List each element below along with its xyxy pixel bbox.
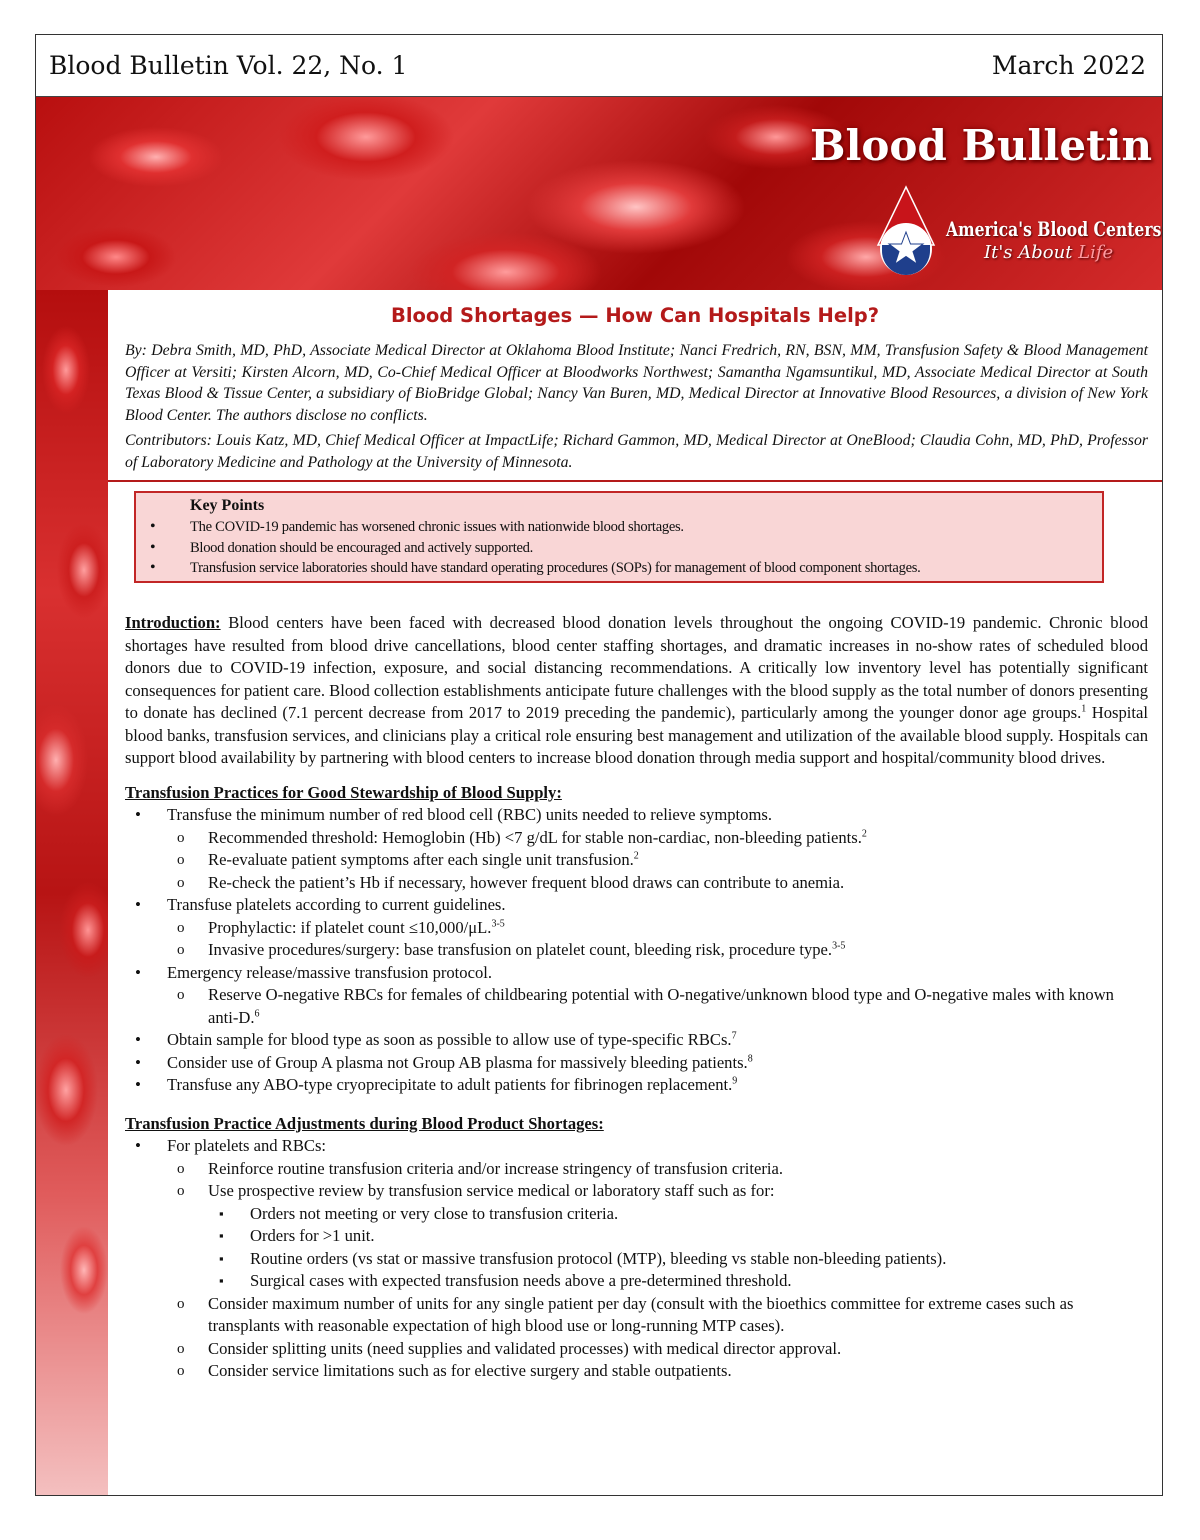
list-item-level-2 — [125, 1180, 1148, 1203]
list-item-level-3 — [125, 1225, 1148, 1248]
list-item-level-1 — [125, 1052, 1148, 1075]
abc-logo — [874, 185, 938, 281]
section-heading: Transfusion Practices for Good Stewardship of Blood Supply: — [125, 782, 562, 802]
list-item-level-3 — [125, 1270, 1148, 1293]
list-item-text: Consider maximum number of units for any single patient per day (consult with the bioethics committee for extreme cases such as transplants with reasonable expectation of high blood use or long-running MTP cases). — [208, 1293, 1074, 1335]
shortage-adjustments-section — [125, 1113, 1148, 1383]
list-item-text: Consider use of Group A plasma not Group AB plasma for massively bleeding patients. — [167, 1052, 748, 1072]
list-item-level-2 — [125, 872, 1148, 895]
article-byline — [125, 340, 1148, 477]
list-item-level-2 — [125, 1338, 1148, 1361]
list-item-level-2 — [125, 1360, 1148, 1383]
reference-marker: 9 — [732, 1075, 738, 1087]
issue-date: March 2022 — [991, 51, 1146, 80]
page-frame — [35, 34, 1163, 1496]
key-points-box — [134, 491, 1104, 583]
article-content — [108, 290, 1162, 1495]
reference-marker: 6 — [254, 1007, 260, 1019]
issue-label: Blood Bulletin Vol. 22, No. 1 — [49, 51, 408, 80]
list-item-level-2 — [125, 984, 1148, 1029]
list-item-level-1 — [125, 1135, 1148, 1158]
introduction-label: Introduction: — [125, 613, 221, 632]
introduction-paragraph — [125, 612, 1148, 770]
list-item-text: Consider splitting units (need supplies and validated processes) with medical director approval. — [208, 1338, 842, 1358]
key-point-item: • Transfusion service laboratories should have standard operating procedures (SOPs) for management of blood component shortages. — [150, 558, 1094, 579]
list-item-level-2 — [125, 917, 1148, 940]
introduction-text: Blood centers have been faced with decreased blood donation levels throughout the ongoing COVID-19 pandemic. Chronic blood shortages have resulted from blood drive cancellations, blood center staffing shortages, and dramatic increases in no-show rates of scheduled blood donors due to COVID-19 infection, exposure, and social distancing recommendations. A critically low inventory level has potentially significant consequences for patient care. Blood collection establishments anticipate future challenges with the blood supply as the total number of donors presenting to donate has declined (7.1 percent decrease from 2017 to 2019 preceding the pandemic), particularly among the younger donor age groups. — [125, 613, 1148, 722]
reference-marker: 3-5 — [832, 940, 846, 952]
key-points-heading: Key Points — [190, 497, 265, 514]
list-item-text: Reserve O-negative RBCs for females of childbearing potential with O-negative/unknown blood type and O-negative males with known anti-D. — [208, 985, 1114, 1027]
list-item-text: Use prospective review by transfusion service medical or laboratory staff such as for: — [208, 1181, 775, 1200]
list-item-text: Obtain sample for blood type as soon as possible to allow use of type-specific RBCs. — [167, 1030, 732, 1049]
list-item-level-1 — [125, 804, 1148, 827]
masthead-title: Blood Bulletin — [809, 121, 1152, 170]
list-item-level-2 — [125, 849, 1148, 872]
org-name: America's Blood Centers — [946, 217, 1162, 241]
list-item-text: Recommended threshold: Hemoglobin (Hb) <7 g/dL for stable non-cardiac, non-bleeding patients. — [208, 827, 862, 847]
list-item-text: Routine orders (vs stat or massive transfusion protocol (MTP), bleeding vs stable non-bleeding patients). — [250, 1248, 947, 1268]
list-item-level-3 — [125, 1248, 1148, 1271]
article-title: Blood Shortages — How Can Hospitals Help? — [390, 304, 880, 327]
list-item-level-2 — [125, 939, 1148, 962]
list-item-text: Orders for >1 unit. — [250, 1226, 375, 1245]
list-item-text: Emergency release/massive transfusion protocol. — [167, 962, 493, 982]
org-tagline — [984, 242, 1113, 263]
key-point-item: • The COVID-19 pandemic has worsened chronic issues with nationwide blood shortages. — [150, 517, 1094, 538]
list-item-level-1 — [125, 894, 1148, 917]
list-item-text: Invasive procedures/surgery: base transfusion on platelet count, bleeding risk, procedure type. — [208, 940, 833, 959]
list-item-level-1 — [125, 962, 1148, 985]
stewardship-section — [125, 782, 1148, 1097]
list-item-level-2 — [125, 827, 1148, 850]
list-item-text: Transfuse the minimum number of red blood cell (RBC) units needed to relieve symptoms. — [167, 805, 772, 824]
reference-marker: 2 — [861, 827, 867, 839]
reference-marker: 1 — [1081, 703, 1087, 715]
article-body — [125, 612, 1148, 1383]
list-item-text: Re-evaluate patient symptoms after each single unit transfusion. — [208, 850, 634, 869]
key-points-list — [150, 517, 1094, 579]
divider — [108, 480, 1162, 482]
list-item-level-3 — [125, 1203, 1148, 1226]
adjustments-list — [125, 1135, 1148, 1383]
tagline-prefix: It's About — [984, 242, 1073, 263]
list-item-level-2 — [125, 1158, 1148, 1181]
section-heading: Transfusion Practice Adjustments during Blood Product Shortages: — [125, 1113, 604, 1133]
list-item-text: Transfuse platelets according to current guidelines. — [167, 895, 506, 914]
running-header — [36, 35, 1162, 97]
list-item-level-1 — [125, 1029, 1148, 1052]
list-item-text: Reinforce routine transfusion criteria and/or increase stringency of transfusion criteria. — [208, 1158, 784, 1178]
list-item-text: Orders not meeting or very close to transfusion criteria. — [250, 1203, 619, 1223]
authors-text: By: Debra Smith, MD, PhD, Associate Medical Director at Oklahoma Blood Institute; Nanci Fredrich, RN, BSN, MM, Transfusion Safety & Blood Management Officer at Versiti; Kirsten Alcorn, MD, Co-Chief Medical Officer at Bloodworks Northwest; Samantha Ngamsuntikul, MD, Associate Medical Director at South Texas Blood & Tissue Center, a subsidiary of BioBridge Global; Nancy Van Buren, MD, Medical Director at Innovative Blood Resources, a division of New York Blood Center. The authors disclose no conflicts. — [125, 342, 1148, 424]
reference-marker: 3-5 — [491, 917, 505, 929]
list-item-text: Prophylactic: if platelet count ≤10,000/μL. — [208, 917, 492, 937]
list-item-level-1 — [125, 1074, 1148, 1097]
list-item-text: Surgical cases with expected transfusion needs above a pre-determined threshold. — [250, 1271, 792, 1290]
stewardship-list — [125, 804, 1148, 1097]
key-point-item: • Blood donation should be encouraged and actively supported. — [150, 538, 1094, 559]
list-item-text: Re-check the patient’s Hb if necessary, however frequent blood draws can contribute to anemia. — [208, 872, 845, 892]
list-item-text: Transfuse any ABO-type cryoprecipitate to adult patients for fibrinogen replacement. — [167, 1075, 733, 1094]
decorative-sidebar — [36, 290, 108, 1496]
list-item-level-2 — [125, 1293, 1148, 1338]
reference-marker: 8 — [747, 1052, 753, 1064]
tagline-emphasis: Life — [1078, 242, 1114, 263]
reference-marker: 2 — [633, 850, 639, 862]
list-item-text: For platelets and RBCs: — [167, 1136, 327, 1155]
reference-marker: 7 — [731, 1030, 737, 1042]
masthead-banner — [36, 97, 1162, 293]
introduction-text-cont: Hospital blood banks, transfusion services, and clinicians play a critical role ensuring best management and utilization of the available blood supply. Hospitals can support blood availability by partnering with blood centers to increase blood donation through media support and hospital/community blood drives. — [125, 703, 1148, 767]
list-item-text: Consider service limitations such as for elective surgery and stable outpatients. — [208, 1361, 732, 1380]
contributors-text: Contributors: Louis Katz, MD, Chief Medical Officer at ImpactLife; Richard Gammon, MD, Medical Director at OneBlood; Claudia Cohn, MD, PhD, Professor of Laboratory Medicine and Pathology at the University of Minnesota. — [125, 432, 1148, 471]
